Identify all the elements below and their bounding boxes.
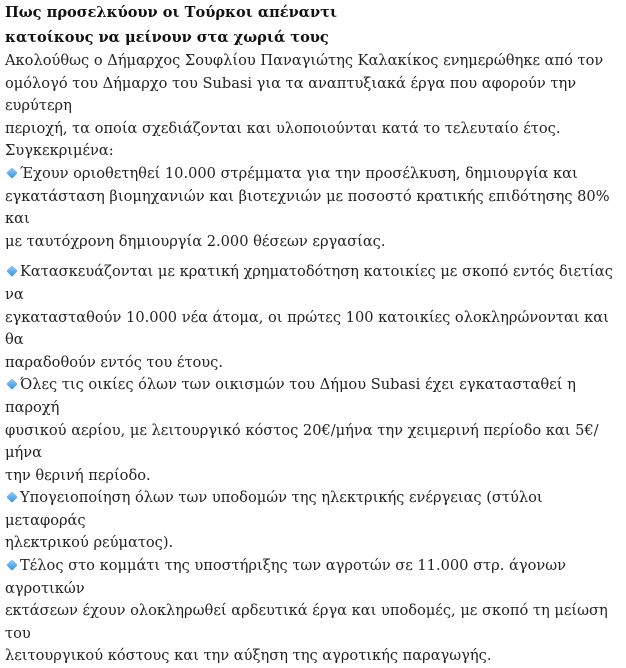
bullet-4-line-2: ηλεκτρικού ρεύματος).	[5, 534, 174, 552]
intro-line-2: ομόλογό του Δήμαρχο του Subasi για τα αναπτυξιακά έργα που αφορούν την ευρύτερη	[5, 74, 577, 115]
bullet-item-4	[5, 487, 620, 555]
bullet-item-5	[5, 555, 620, 668]
bullet-2-line-2: εγκατασταθούν 10.000 νέα άτομα, οι πρώτες 100 κατοικίες ολοκληρώνονται και θα	[5, 308, 609, 349]
bullet-5-line-1: Τέλος στο κομμάτι της υποστήριξης των αγροτών σε 11.000 στρ. άγονων αγροτικών	[5, 557, 566, 597]
bullet-1-line-3: με ταυτόχρονη δημιουργία 2.000 θέσεων εργασίας.	[5, 232, 386, 250]
blue-diamond-icon	[6, 266, 17, 277]
blue-diamond-icon	[6, 167, 17, 178]
title-line-2: κατοίκους να μείνουν στα χωριά τους	[5, 29, 329, 46]
bullet-3-line-3: την θερινή περίοδο.	[5, 466, 151, 484]
bullet-2-line-3: παραδοθούν εντός του έτους.	[5, 353, 223, 371]
bullet-2-line-1: Κατασκευάζονται με κρατική χρηματοδότηση κατοικίες με σκοπό εντός διετίας να	[5, 263, 613, 303]
blue-diamond-icon	[6, 559, 17, 570]
blue-diamond-icon	[6, 492, 17, 503]
blue-diamond-icon	[6, 379, 17, 390]
bullet-3-line-1: Όλες τις οικίες όλων των οικισμών του Δήμου Subasi έχει εγκατασταθεί η παροχή	[5, 376, 576, 416]
bullet-1-line-1: Έχουν οριοθετηθεί 10.000 στρέμματα για την προσέλκυση, δημιουργία και	[20, 164, 578, 182]
bullet-1-line-2: εγκατάσταση βιομηχανιών και βιοτεχνιών με ποσοστό κρατικής επιδότησης 80% και	[5, 187, 610, 228]
intro-line-3: περιοχή, τα οποία σχεδιάζονται και υλοποιούνται κατά το τελευταίο έτος.	[5, 119, 561, 137]
intro-line-1: Ακολούθως ο Δήμαρχος Σουφλίου Παναγιώτης Καλακίκος ενημερώθηκε από τον	[5, 52, 604, 69]
title-line-1: Πως προσελκύουν οι Τούρκοι απέναντι	[5, 4, 338, 21]
bullet-4-line-1: Υπογειοποίηση όλων των υποδομών της ηλεκτρικής ενέργειας (στύλοι μεταφοράς	[5, 489, 543, 529]
intro-line-4: Συγκεκριμένα:	[5, 142, 114, 160]
intro-paragraph	[5, 50, 620, 163]
bullet-item-2	[5, 261, 620, 374]
bullet-item-1	[5, 163, 620, 253]
bullet-5-line-3: λειτουργικού κόστους και την αύξηση της αγροτικής παραγωγής.	[5, 647, 492, 665]
bullet-item-3	[5, 374, 620, 487]
bullet-5-line-2: εκτάσεων έχουν ολοκληρωθεί αρδευτικά έργα και υποδομές, με σκοπό τη μείωση του	[5, 602, 608, 642]
bullet-3-line-2: φυσικού αερίου, με λειτουργικό κόστος 20€/μήνα την χειμερινή περίοδο και 5€/μήνα	[5, 421, 599, 462]
article-title	[5, 0, 620, 50]
